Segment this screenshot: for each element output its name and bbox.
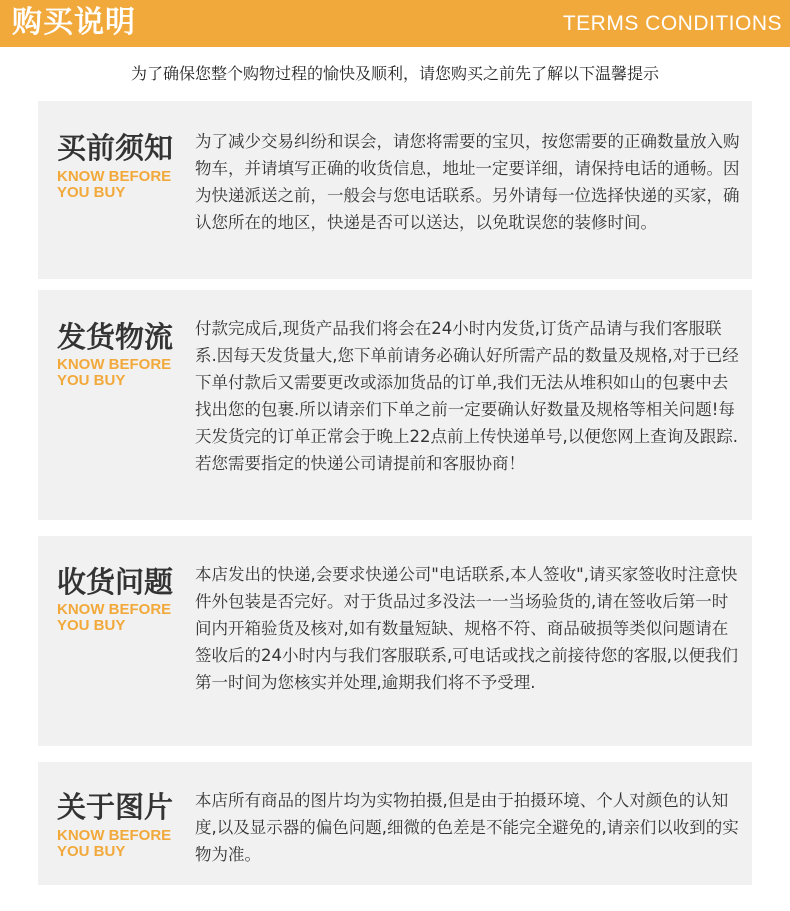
intro-text: 为了确保您整个购物过程的愉快及顺利，请您购买之前先了解以下温馨提示 xyxy=(130,64,659,83)
section-subtitle xyxy=(57,357,197,389)
section-card-before-buy xyxy=(38,101,752,279)
section-card-shipping xyxy=(38,290,752,520)
section-subtitle-line2: YOU BUY xyxy=(57,843,126,860)
section-subtitle-line2: YOU BUY xyxy=(57,372,126,389)
section-subtitle xyxy=(57,602,197,634)
section-title: 关于图片 xyxy=(57,790,174,824)
section-body: 本店发出的快递,会要求快递公司"电话联系,本人签收",请买家签收时注意快件外包装是否完好。对于货品过多没法一一当场验货的,请在签收后第一时间内开箱验货及核对,如有数量短缺、规格不符、商品破损等类似问题请在签收后的24小时内与我们客服联系,可电话或找之前接待您的客服,以便我们第一时间为您核实并处理,逾期我们将不予受理. xyxy=(195,565,738,692)
section-title: 买前须知 xyxy=(57,131,174,165)
section-title: 发货物流 xyxy=(57,320,174,354)
section-subtitle xyxy=(57,169,197,201)
section-subtitle-line2: YOU BUY xyxy=(57,184,126,201)
page-title: 购买说明 xyxy=(12,5,136,40)
section-title: 收货问题 xyxy=(57,565,174,599)
section-subtitle-line1: KNOW BEFORE xyxy=(57,827,172,844)
section-card-pictures xyxy=(38,762,752,885)
section-body: 为了减少交易纠纷和误会，请您将需要的宝贝，按您需要的正确数量放入购物车，并请填写正确的收货信息，地址一定要详细，请保持电话的通畅。因为快递派送之前，一般会与您电话联系。另外请每一位选择快递的买家，确认您所在的地区，快递是否可以送达，以免耽误您的装修时间。 xyxy=(195,132,740,232)
page-subtitle-en: TERMS CONDITIONS xyxy=(562,12,782,35)
section-subtitle-line1: KNOW BEFORE xyxy=(57,356,172,373)
section-body: 付款完成后,现货产品我们将会在24小时内发货,订货产品请与我们客服联系.因每天发货量大,您下单前请务必确认好所需产品的数量及规格,对于已经下单付款后又需要更改或添加货品的订单,我们无法从堆积如山的包裹中去找出您的包裹.所以请亲们下单之前一定要确认好数量及规格等相关问题!每天发货完的订单正常会于晚上22点前上传快递单号,以便您网上查询及跟踪.若您需要指定的快递公司请提前和客服协商！ xyxy=(195,319,739,473)
header-banner xyxy=(0,0,790,47)
section-subtitle-line1: KNOW BEFORE xyxy=(57,168,172,185)
section-body: 本店所有商品的图片均为实物拍摄,但是由于拍摄环境、个人对颜色的认知度,以及显示器的偏色问题,细微的色差是不能完全避免的,请亲们以收到的实物为准。 xyxy=(195,791,739,864)
section-subtitle-line2: YOU BUY xyxy=(57,617,126,634)
section-subtitle-line1: KNOW BEFORE xyxy=(57,601,172,618)
section-subtitle xyxy=(57,828,197,860)
section-card-receiving xyxy=(38,536,752,746)
